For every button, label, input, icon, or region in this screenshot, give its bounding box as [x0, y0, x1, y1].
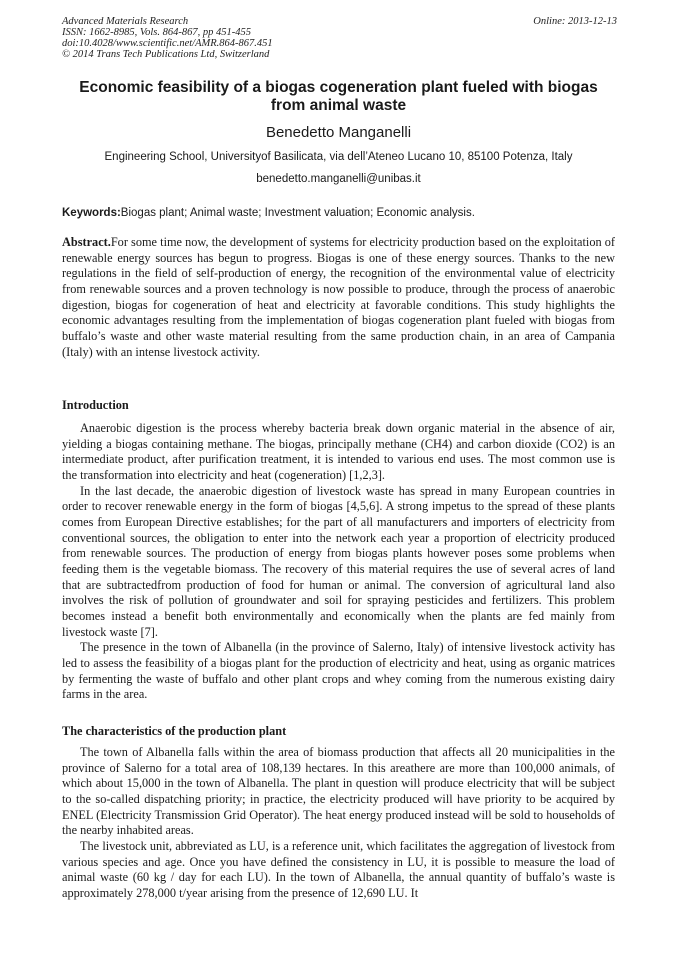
journal-header: [62, 16, 617, 60]
paragraph: Anaerobic digestion is the process whereby bacteria break down organic material in the absence of air, yielding a biogas containing methane. The biogas, principally methane (CH4) and carbon dioxide (CO2) is an intermediate product, after purification treatment, it is intended to various end uses. The most common use is the transformation into electricity and heat (cogeneration) [1,2,3].: [62, 421, 615, 482]
paragraph: In the last decade, the anaerobic digestion of livestock waste has spread in many European countries in order to recover renewable energy in the form of biogas [4,5,6]. A strong impetus to the spread of these plants comes from European Directive establishes; for the part of all manufacturers and importers of electricity from conventional sources, the obligation to enter into the network each year a proportion of electricity produced from renewable sources. The production of energy from biogas plants however poses some problems when feeding them is the vegetable biomass. The recovery of this material requires the use of several acres of land that are subtractedfrom production of food for human or animal. The conversion of agricultural land also involves the risk of pollution of groundwater and soil for spraying pesticides and fertilizers. This problem becomes instead a benefit both environmentally and economically when the plants are fed mainly from livestock waste [7].: [62, 483, 615, 639]
journal-name: Advanced Materials Research: [62, 16, 189, 27]
keywords-text: Biogas plant; Animal waste; Investment valuation; Economic analysis.: [120, 207, 475, 219]
keywords: [62, 206, 615, 220]
issn-line: ISSN: 1662-8985, Vols. 864-867, pp 451-455: [62, 27, 251, 38]
abstract-label: Abstract.: [62, 235, 111, 249]
section-heading-characteristics: The characteristics of the production plant: [62, 724, 287, 738]
abstract: [62, 235, 615, 360]
section-body-characteristics: [62, 745, 615, 902]
copyright-line: © 2014 Trans Tech Publications Ltd, Switzerland: [62, 49, 270, 60]
abstract-text: For some time now, the development of systems for electricity production based on the exploitation of renewable energy sources has begun to progress. Biogas is one of these energy sources. Thanks to the new regulations in the field of self-production of energy, the recognition of the environmental value of electricity from renewable sources and a proven technology is now possible to produce, through the process of anaerobic digestion, biogas for cogeneration of heat and electricity at favorable conditions. This study highlights the economic advantages resulting from the implementation of biogas cogeneration plant fueled with biogas from buffalo’s waste and other waste material resulting from the same production chain, in an area of Campania (Italy) with an intense livestock activity.: [62, 235, 615, 359]
doi-line: doi:10.4028/www.scientific.net/AMR.864-867.451: [62, 38, 273, 49]
paragraph: The presence in the town of Albanella (in the province of Salerno, Italy) of intensive livestock activity has led to assess the feasibility of a biogas plant for the production of electricity and heat, using as organic matrices by fermenting the waste of buffalo and other plant crops and whey coming from the numerous existing dairy farms in the area.: [62, 640, 615, 702]
paragraph: The livestock unit, abbreviated as LU, is a reference unit, which facilitates the aggregation of livestock from various species and age. Once you have defined the consistency in LU, it is possible to measure the load of animal waste (60 kg / day for each LU). In the town of Albanella, the annual quantity of buffalo’s waste is approximately 278,000 t/year arising from the presence of 12,690 LU. It: [62, 838, 615, 900]
online-date: Online: 2013-12-13: [533, 16, 617, 27]
section-heading-introduction: Introduction: [62, 398, 129, 412]
author-name: Benedetto Manganelli: [265, 124, 412, 141]
paper-title: Economic feasibility of a biogas cogeneration plant fueled with biogas from animal waste: [79, 79, 598, 114]
section-body-introduction: [62, 421, 615, 703]
keywords-label: Keywords:: [62, 207, 121, 219]
affiliation: Engineering School, Universityof Basilicata, via dell’Ateneo Lucano 10, 85100 Potenza, Italy: [104, 151, 573, 163]
author-email: benedetto.manganelli@unibas.it: [256, 173, 421, 185]
paragraph: The town of Albanella falls within the area of biomass production that affects all 20 municipalities in the province of Salerno for a total area of 108,139 hectares. In this areathere are more than 100,000 animals, of which about 15,000 in the town of Albanella. The plant in question will produce electricity that will be subject to the so-called dispatching priority; in practice, the electricity produced will have priority to be acquired by ENEL (Electricity Transmission Grid Operator). The heat energy produced instead will be sold to households of the nearby inhabited areas.: [62, 745, 615, 838]
